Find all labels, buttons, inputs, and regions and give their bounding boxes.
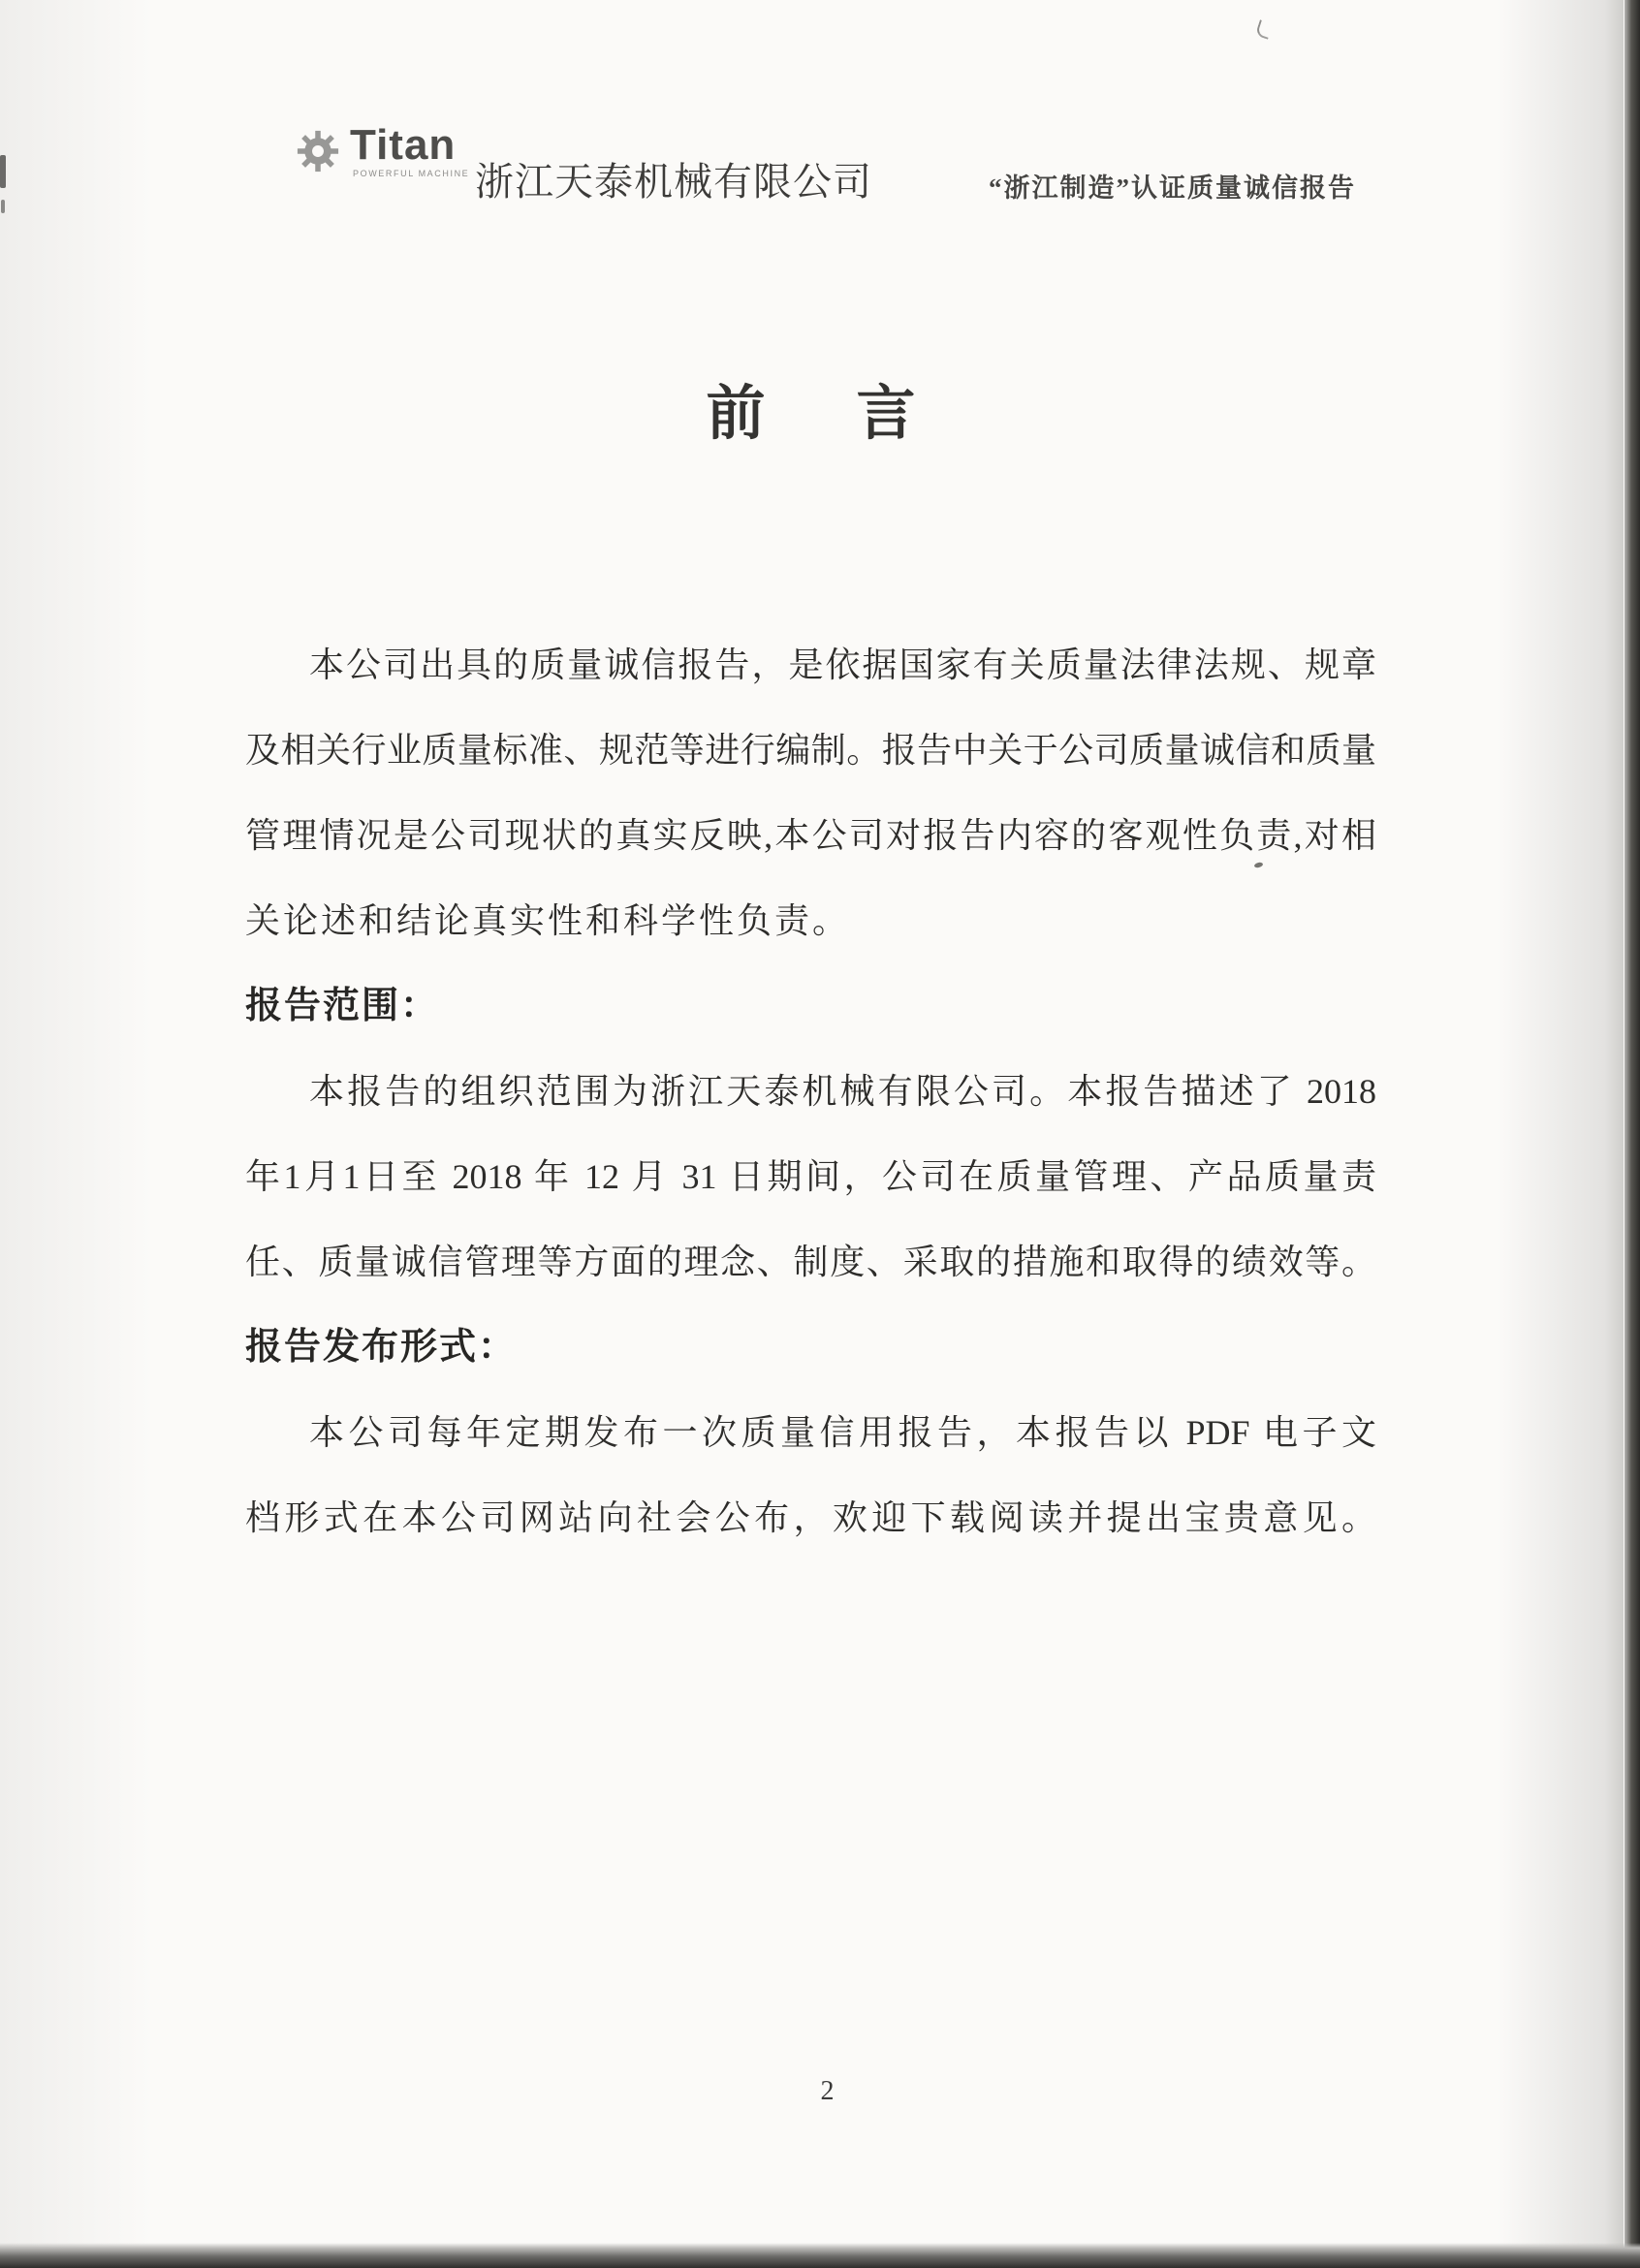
- company-name: 浙江天泰机械有限公司: [475, 161, 872, 204]
- paragraph-line: 管理情况是公司现状的真实反映,本公司对报告内容的客观性负责,对相: [245, 816, 1376, 855]
- paragraph-line: 本公司每年定期发布一次质量信用报告，本报告以 PDF 电子文: [309, 1413, 1376, 1452]
- paragraph-line: 档形式在本公司网站向社会公布，欢迎下载阅读并提出宝贵意见。: [245, 1498, 1376, 1537]
- brand-name: Titan: [350, 121, 457, 169]
- scan-edge-right: [1624, 0, 1640, 2268]
- preface-body: [245, 622, 1376, 1560]
- page-number: 2: [820, 2076, 835, 2106]
- brand-tagline: POWERFUL MACHINE: [353, 169, 470, 178]
- scan-mark-left: [0, 155, 6, 188]
- paragraph-line: 及相关行业质量标准、规范等进行编制。报告中关于公司质量诚信和质量: [245, 731, 1376, 770]
- gear-icon: [297, 130, 339, 173]
- titan-logo: [297, 121, 470, 178]
- report-type-label: “浙江制造”认证质量诚信报告: [989, 173, 1356, 203]
- paragraph-line: 关论述和结论真实性和科学性负责。: [245, 901, 851, 940]
- paragraph-line: 本报告的组织范围为浙江天泰机械有限公司。本报告描述了 2018: [309, 1072, 1376, 1111]
- scan-mark-topright: [1255, 19, 1274, 39]
- scan-mark-left: [1, 200, 5, 213]
- paragraph-line: 本公司出具的质量诚信报告，是依据国家有关质量法律法规、规章: [309, 646, 1376, 684]
- scan-left-tint: [0, 0, 170, 2268]
- title-char: 前: [706, 380, 766, 446]
- page-title: [245, 366, 1376, 451]
- paragraph-line: 任、质量诚信管理等方面的理念、制度、采取的措施和取得的绩效等。: [245, 1243, 1376, 1281]
- section-heading-publish: 报告发布形式：: [245, 1327, 518, 1368]
- scan-edge-bottom: [0, 2243, 1640, 2268]
- paragraph-line: 年1月1日至 2018 年 12 月 31 日期间，公司在质量管理、产品质量责: [245, 1157, 1376, 1196]
- section-heading-scope: 报告范围：: [245, 986, 440, 1026]
- title-char: 言: [856, 380, 916, 446]
- scan-shadow-right: [1498, 0, 1624, 2268]
